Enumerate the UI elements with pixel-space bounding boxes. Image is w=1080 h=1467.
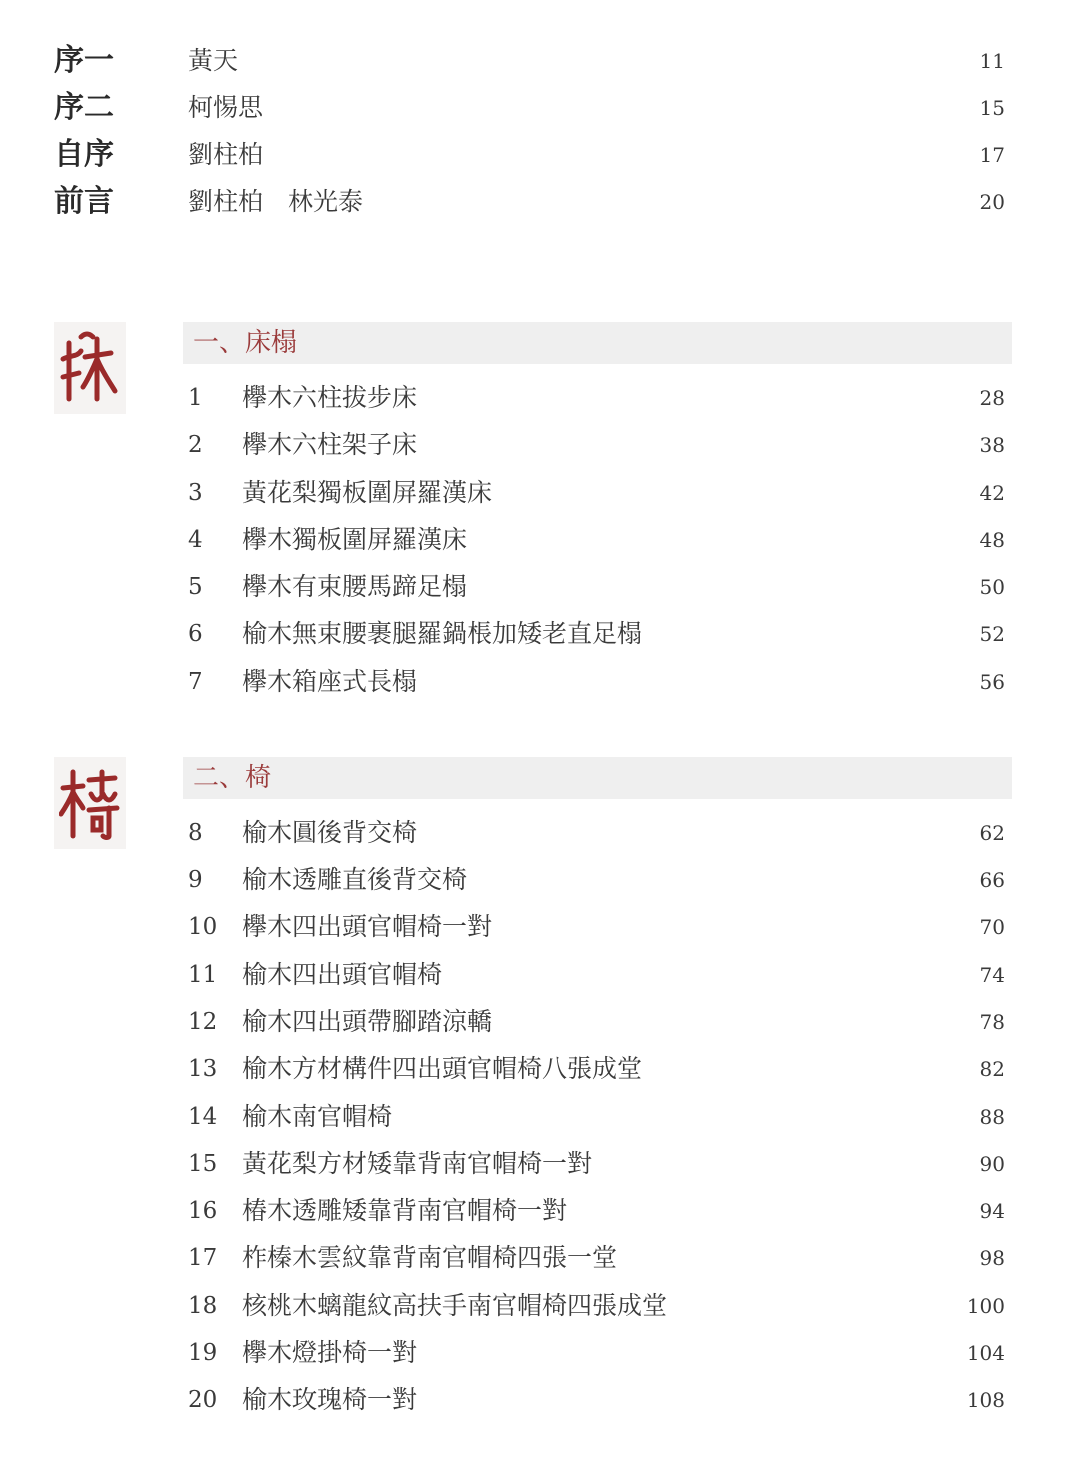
entry-number: 13 [188,1056,218,1082]
entry-number: 9 [188,867,203,893]
front-matter-row[interactable] [0,135,1080,175]
chapter-header[interactable] [183,322,1012,364]
entry-number: 5 [188,574,203,600]
entry-number: 7 [188,669,203,695]
entry-title: 榆木圓後背交椅 [242,818,418,847]
toc-entry[interactable] [0,1238,1080,1278]
front-label: 序一 [54,43,114,78]
entry-title: 椿木透雕矮靠背南官帽椅一對 [242,1196,568,1225]
front-label: 前言 [54,184,114,219]
page-number: 62 [979,821,1005,845]
page-number: 100 [966,1294,1005,1318]
toc-entry[interactable] [0,662,1080,702]
toc-entry[interactable] [0,378,1080,418]
entry-number: 6 [188,621,203,647]
toc-entry[interactable] [0,955,1080,995]
toc-entry[interactable] [0,1002,1080,1042]
page-number: 70 [979,915,1005,939]
entry-number: 11 [188,962,218,988]
entry-number: 1 [188,385,203,411]
entry-number: 12 [188,1009,218,1035]
page-number: 15 [979,96,1005,120]
front-matter-row[interactable] [0,88,1080,128]
toc-entry[interactable] [0,860,1080,900]
toc-entry[interactable] [0,1049,1080,1089]
chapter-title: 二、椅 [193,763,272,793]
entry-number: 4 [188,527,203,553]
entry-number: 3 [188,480,203,506]
page-number: 74 [979,963,1005,987]
entry-title: 榆木四出頭官帽椅 [242,960,443,989]
entry-title: 欅木六柱拔步床 [242,383,418,412]
page-number: 94 [979,1199,1005,1223]
toc-entry[interactable] [0,425,1080,465]
entry-title: 榆木無束腰裹腿羅鍋棖加矮老直足榻 [242,619,643,648]
page-number: 88 [979,1105,1005,1129]
front-author: 柯惕思 [188,93,264,122]
entry-title: 核桃木螭龍紋高扶手南官帽椅四張成堂 [242,1291,668,1320]
page-number: 104 [966,1341,1005,1365]
entry-number: 18 [188,1293,218,1319]
entry-number: 19 [188,1340,218,1366]
entry-title: 黃花梨方材矮靠背南官帽椅一對 [242,1149,593,1178]
entry-title: 欅木六柱架子床 [242,430,418,459]
entry-number: 16 [188,1198,218,1224]
front-matter-row[interactable] [0,41,1080,81]
page-number: 42 [979,481,1005,505]
entry-title: 黃花梨獨板圍屏羅漢床 [242,478,493,507]
page-number: 38 [979,433,1005,457]
page-number: 78 [979,1010,1005,1034]
toc-entry[interactable] [0,1286,1080,1326]
entry-number: 17 [188,1245,218,1271]
page-number: 56 [979,670,1005,694]
toc-entry[interactable] [0,473,1080,513]
page-number: 66 [979,868,1005,892]
toc-entry[interactable] [0,520,1080,560]
entry-number: 8 [188,820,203,846]
page-number: 28 [979,386,1005,410]
page-number: 48 [979,528,1005,552]
page-number: 17 [979,143,1005,167]
toc-entry[interactable] [0,567,1080,607]
entry-title: 柞榛木雲紋靠背南官帽椅四張一堂 [242,1243,618,1272]
toc-entry[interactable] [0,1191,1080,1231]
page-number: 50 [979,575,1005,599]
entry-number: 20 [188,1387,218,1413]
toc-entry[interactable] [0,813,1080,853]
entry-title: 榆木方材構件四出頭官帽椅八張成堂 [242,1054,643,1083]
entry-title: 欅木有束腰馬蹄足榻 [242,572,468,601]
page-number: 82 [979,1057,1005,1081]
front-author: 黃天 [188,46,239,75]
toc-entry[interactable] [0,1144,1080,1184]
page-number: 90 [979,1152,1005,1176]
front-author: 劉柱柏 [188,140,264,169]
page-number: 98 [979,1246,1005,1270]
page-number: 108 [966,1388,1005,1412]
page-number: 52 [979,622,1005,646]
toc-entry[interactable] [0,1380,1080,1420]
chapter-header[interactable] [183,757,1012,799]
entry-number: 14 [188,1104,218,1130]
toc-entry[interactable] [0,1333,1080,1373]
entry-title: 榆木四出頭帶腳踏涼轎 [242,1007,493,1036]
entry-number: 15 [188,1151,218,1177]
entry-title: 欅木燈掛椅一對 [242,1338,418,1367]
entry-title: 榆木玫瑰椅一對 [242,1385,418,1414]
toc-entry[interactable] [0,614,1080,654]
front-label: 自序 [54,137,114,172]
toc-entry[interactable] [0,1097,1080,1137]
page-number: 11 [979,49,1005,73]
entry-title: 欅木箱座式長榻 [242,667,418,696]
page-number: 20 [979,190,1005,214]
entry-number: 2 [188,432,203,458]
entry-title: 欅木獨板圍屏羅漢床 [242,525,468,554]
front-label: 序二 [54,90,114,125]
entry-title: 榆木透雕直後背交椅 [242,865,468,894]
front-author: 劉柱柏 林光泰 [188,187,364,216]
chapter-title: 一、床榻 [193,328,298,358]
entry-title: 欅木四出頭官帽椅一對 [242,912,493,941]
front-matter-row[interactable] [0,182,1080,222]
entry-title: 榆木南官帽椅 [242,1102,393,1131]
toc-entry[interactable] [0,907,1080,947]
entry-number: 10 [188,914,218,940]
